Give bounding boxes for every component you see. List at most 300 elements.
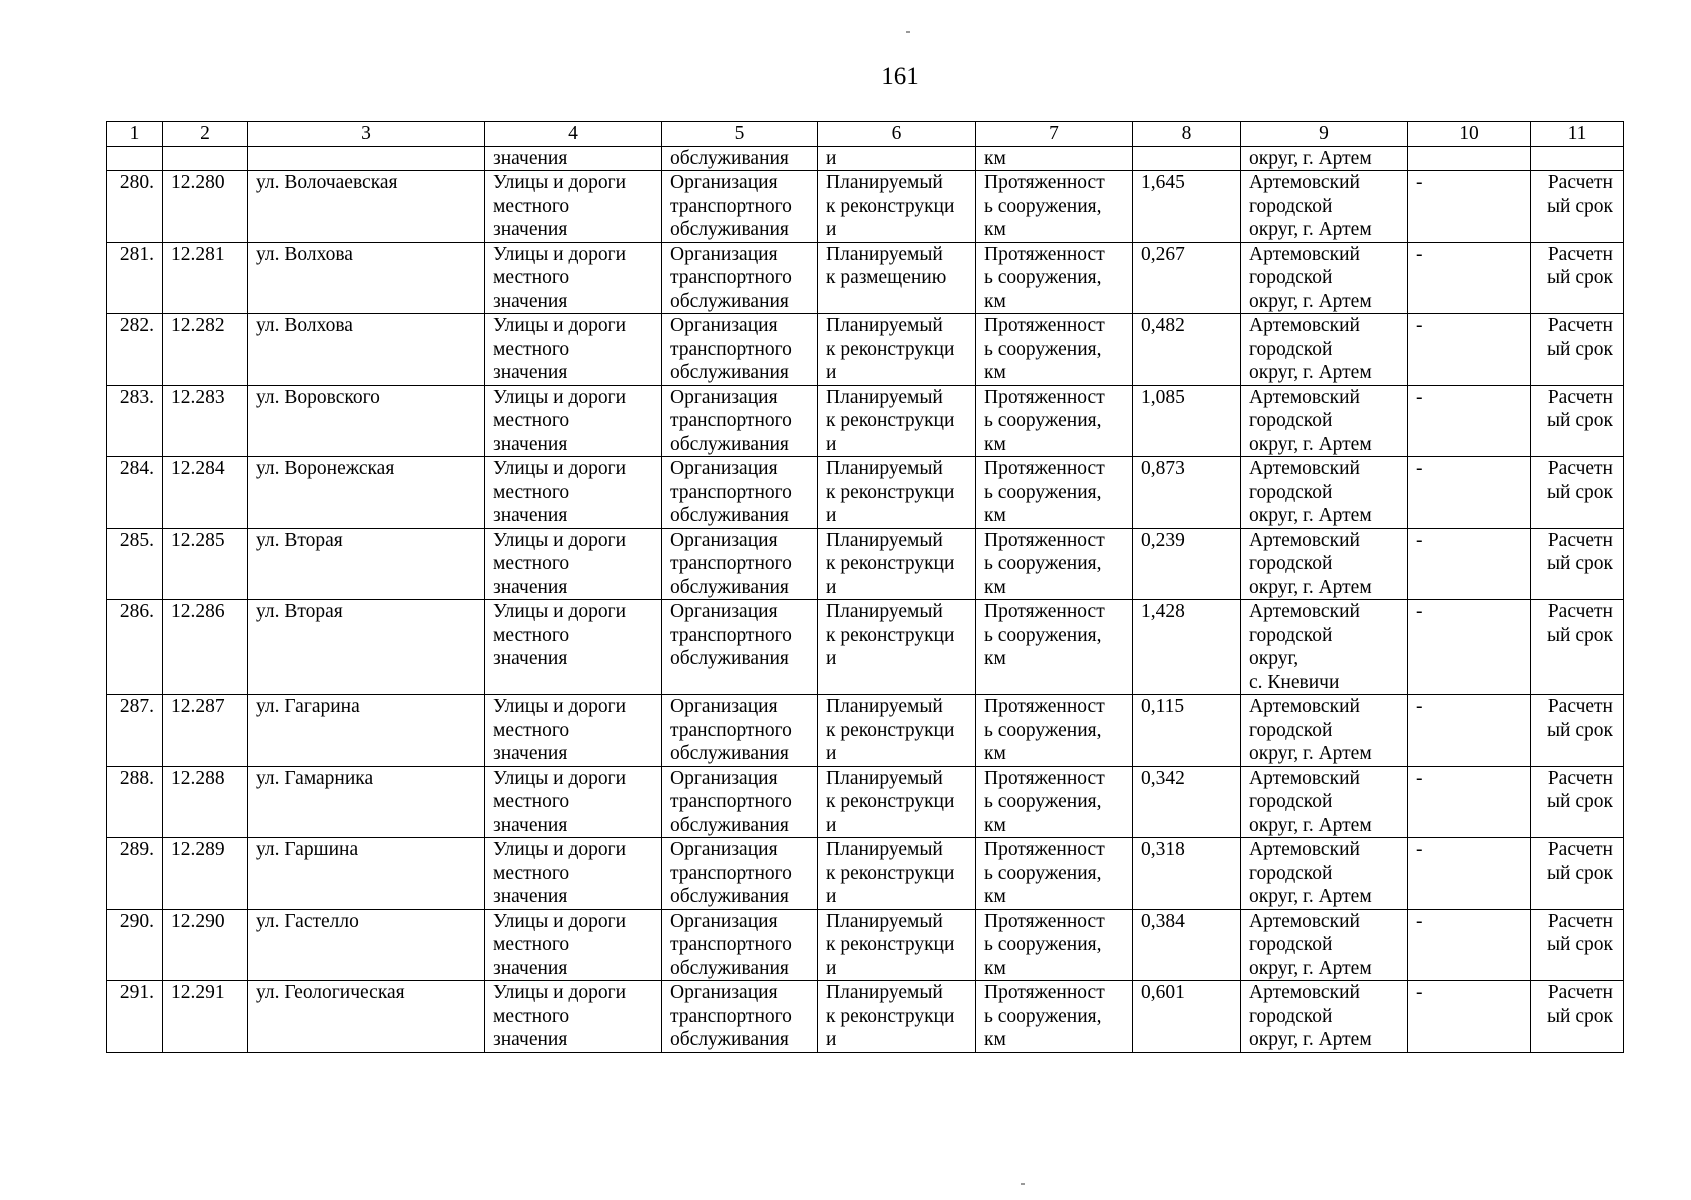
object-code-cell xyxy=(163,314,248,386)
object-location-line: округ, г. Артем xyxy=(1249,743,1372,764)
object-status-line: к реконструкци xyxy=(826,862,955,884)
object-purpose-line: Организация xyxy=(670,910,778,932)
object-location-line: Артемовский xyxy=(1249,458,1360,479)
object-location-line: Артемовский xyxy=(1249,982,1360,1003)
object-purpose-cell xyxy=(662,981,818,1053)
zone-value-line: - xyxy=(1416,839,1423,860)
object-type-line: местного xyxy=(493,481,570,503)
row-number-cell xyxy=(107,981,163,1053)
object-name-line: ул. Геологическая xyxy=(256,982,405,1003)
object-location-line: городской xyxy=(1249,553,1333,574)
object-name-line: ул. Гастелло xyxy=(256,910,359,932)
object-type-cell xyxy=(485,695,662,767)
parameter-value-line: 0,239 xyxy=(1141,529,1185,551)
parameter-value-cell xyxy=(1133,600,1241,695)
implementation-term-line: ый срок xyxy=(1546,624,1613,646)
object-name-cell xyxy=(248,314,485,386)
object-status-line: и xyxy=(826,505,837,526)
object-code-cell xyxy=(163,695,248,767)
object-status-cell xyxy=(818,838,976,910)
object-name-line: ул. Воровского xyxy=(256,386,380,408)
object-purpose-line: транспортного xyxy=(670,719,792,741)
parameter-name-cell xyxy=(976,981,1133,1053)
object-location-line: городской xyxy=(1249,719,1333,741)
parameter-value-line: 0,873 xyxy=(1141,458,1185,479)
parameter-name-cell xyxy=(976,385,1133,457)
row-number-line: 286. xyxy=(119,601,154,622)
object-name-line: ул. Волхова xyxy=(256,243,353,265)
object-location-line: городской xyxy=(1249,1005,1333,1027)
object-status-line: к реконструкци xyxy=(826,624,955,646)
object-status-line: Планируемый xyxy=(826,910,943,932)
parameter-name-line: ь сооружения, xyxy=(984,1005,1102,1027)
object-type-line: Улицы и дороги xyxy=(493,243,627,265)
implementation-term-line: Расчетн xyxy=(1547,767,1613,789)
object-purpose-line: транспортного xyxy=(670,338,792,360)
table-row xyxy=(107,981,1624,1053)
object-name-cell xyxy=(248,385,485,457)
parameter-name-line: Протяженност xyxy=(984,386,1105,408)
parameter-name-line: Протяженност xyxy=(984,243,1105,265)
object-purpose-line: Организация xyxy=(670,767,778,789)
object-name-line: ул. Волхова xyxy=(256,315,353,336)
object-name-cell xyxy=(248,457,485,529)
object-type-line: Улицы и дороги xyxy=(493,601,627,622)
object-purpose-line: транспортного xyxy=(670,553,792,574)
row-number-cell xyxy=(107,838,163,910)
object-name-cell xyxy=(248,171,485,243)
object-status-line: к реконструкци xyxy=(826,791,955,812)
row-number-cell xyxy=(107,242,163,314)
parameter-name-line: ь сооружения, xyxy=(984,553,1102,574)
object-type-line: значения xyxy=(493,290,568,312)
object-purpose-line: транспортного xyxy=(670,791,792,812)
zone-value-cell xyxy=(1408,600,1531,695)
object-purpose-line: Организация xyxy=(670,315,778,336)
object-name-line: ул. Гаршина xyxy=(256,839,359,860)
parameter-value-line: 0,267 xyxy=(1141,243,1185,265)
zone-value-line: - xyxy=(1416,767,1423,789)
parameter-name-line: ь сооружения, xyxy=(984,338,1102,360)
object-name-cell xyxy=(248,766,485,838)
object-type-cell xyxy=(485,457,662,529)
parameter-name-line: Протяженност xyxy=(984,982,1105,1003)
row-number-line: 289. xyxy=(119,839,154,860)
header-cell: 1 xyxy=(107,122,163,147)
parameter-name-line: Протяженност xyxy=(984,601,1105,622)
object-type-line: местного xyxy=(493,195,570,217)
parameter-name-line: Протяженност xyxy=(984,172,1105,193)
object-purpose-line: Организация xyxy=(670,172,778,193)
object-type-line: Улицы и дороги xyxy=(493,767,627,789)
object-status-line: Планируемый xyxy=(826,982,943,1003)
object-type-cell xyxy=(485,766,662,838)
parameter-name-line: км xyxy=(984,290,1006,312)
parameter-value-cell xyxy=(1133,766,1241,838)
table-cell xyxy=(107,147,163,171)
object-type-cell xyxy=(485,171,662,243)
table-body xyxy=(107,122,1624,1053)
object-location-line: городской xyxy=(1249,410,1333,431)
object-type-line: Улицы и дороги xyxy=(493,529,627,551)
object-location-line: округ, г. Артем xyxy=(1249,290,1372,312)
object-code-line: 12.289 xyxy=(171,839,225,860)
zone-value-cell xyxy=(1408,171,1531,243)
parameter-name-line: Протяженност xyxy=(984,696,1105,717)
object-location-line: округ, г. Артем xyxy=(1249,814,1372,836)
object-purpose-line: обслуживания xyxy=(670,743,789,764)
object-location-cell xyxy=(1241,981,1408,1053)
object-location-line: городской xyxy=(1249,791,1333,812)
object-location-line: с. Кневичи xyxy=(1249,671,1340,693)
parameter-value-line: 0,384 xyxy=(1141,910,1185,932)
object-purpose-cell xyxy=(662,695,818,767)
object-purpose-line: обслуживания xyxy=(670,576,789,598)
object-location-line: округ, г. Артем xyxy=(1249,362,1372,383)
row-number-line: 285. xyxy=(119,529,154,551)
object-purpose-line: Организация xyxy=(670,243,778,265)
parameter-name-line: ь сооружения, xyxy=(984,624,1102,646)
object-type-line: Улицы и дороги xyxy=(493,315,627,336)
object-type-line: значения xyxy=(493,576,568,598)
row-number-cell xyxy=(107,600,163,695)
implementation-term-line: Расчетн xyxy=(1547,696,1613,717)
object-code-line: 12.284 xyxy=(171,458,225,479)
parameter-name-line: ь сооружения, xyxy=(984,719,1102,741)
objects-table xyxy=(106,121,1624,1053)
object-type-cell xyxy=(485,600,662,695)
object-type-cell xyxy=(485,981,662,1053)
object-location-line: городской xyxy=(1249,862,1333,884)
object-name-cell xyxy=(248,838,485,910)
object-type-line: Улицы и дороги xyxy=(493,458,627,479)
header-cell: 4 xyxy=(485,122,662,147)
implementation-term-cell xyxy=(1531,766,1624,838)
object-location-line: Артемовский xyxy=(1249,529,1360,551)
object-purpose-cell xyxy=(662,528,818,600)
zone-value-cell xyxy=(1408,909,1531,981)
object-type-line: местного xyxy=(493,553,570,574)
implementation-term-line: Расчетн xyxy=(1547,601,1613,622)
object-location-line: Артемовский xyxy=(1249,601,1360,622)
zone-value-line: - xyxy=(1416,529,1423,551)
parameter-name-line: Протяженност xyxy=(984,839,1105,860)
row-number-cell xyxy=(107,314,163,386)
header-cell: 2 xyxy=(163,122,248,147)
parameter-name-cell xyxy=(976,242,1133,314)
object-purpose-line: Организация xyxy=(670,458,778,479)
object-type-line: местного xyxy=(493,934,570,955)
table-row xyxy=(107,838,1624,910)
object-code-cell xyxy=(163,242,248,314)
object-type-line: Улицы и дороги xyxy=(493,386,627,408)
parameter-value-cell xyxy=(1133,695,1241,767)
zone-value-line: - xyxy=(1416,243,1423,265)
header-cell: 7 xyxy=(976,122,1133,147)
object-type-line: значения xyxy=(493,814,568,836)
parameter-name-line: км xyxy=(984,1029,1006,1050)
object-purpose-line: обслуживания xyxy=(670,1029,789,1050)
object-type-line: местного xyxy=(493,338,570,360)
object-location-line: городской xyxy=(1249,934,1333,955)
table-cell: значения xyxy=(485,147,662,171)
object-type-line: значения xyxy=(493,886,568,907)
object-location-line: Артемовский xyxy=(1249,767,1360,789)
implementation-term-line: Расчетн xyxy=(1547,982,1613,1003)
object-status-cell xyxy=(818,385,976,457)
implementation-term-line: Расчетн xyxy=(1547,839,1613,860)
object-location-line: Артемовский xyxy=(1249,243,1360,265)
parameter-name-line: Протяженност xyxy=(984,767,1105,789)
object-location-line: городской xyxy=(1249,481,1333,503)
object-purpose-line: Организация xyxy=(670,601,778,622)
object-purpose-cell xyxy=(662,838,818,910)
zone-value-cell xyxy=(1408,528,1531,600)
object-status-line: к реконструкци xyxy=(826,410,955,431)
parameter-name-cell xyxy=(976,171,1133,243)
object-status-line: и xyxy=(826,957,837,979)
zone-value-cell xyxy=(1408,766,1531,838)
parameter-value-line: 0,601 xyxy=(1141,982,1185,1003)
object-location-cell xyxy=(1241,385,1408,457)
table-row xyxy=(107,766,1624,838)
table-row xyxy=(107,528,1624,600)
object-purpose-line: обслуживания xyxy=(670,433,789,455)
object-name-line: ул. Волочаевская xyxy=(256,172,398,193)
parameter-name-cell xyxy=(976,695,1133,767)
parameter-name-cell xyxy=(976,457,1133,529)
parameter-value-cell xyxy=(1133,909,1241,981)
parameter-value-line: 0,318 xyxy=(1141,839,1185,860)
object-location-cell xyxy=(1241,242,1408,314)
zone-value-cell xyxy=(1408,457,1531,529)
implementation-term-line: Расчетн xyxy=(1547,529,1613,551)
parameter-name-line: км xyxy=(984,648,1006,669)
row-number-cell xyxy=(107,457,163,529)
zone-value-line: - xyxy=(1416,910,1423,932)
implementation-term-line: ый срок xyxy=(1546,195,1613,217)
implementation-term-line: Расчетн xyxy=(1547,458,1613,479)
object-purpose-line: обслуживания xyxy=(670,648,789,669)
object-code-line: 12.283 xyxy=(171,386,225,408)
object-location-cell xyxy=(1241,695,1408,767)
zone-value-cell xyxy=(1408,981,1531,1053)
object-location-line: округ, г. Артем xyxy=(1249,505,1372,526)
implementation-term-cell xyxy=(1531,385,1624,457)
object-purpose-line: обслуживания xyxy=(670,957,789,979)
parameter-value-line: 0,342 xyxy=(1141,767,1185,789)
zone-value-line: - xyxy=(1416,601,1423,622)
parameter-name-line: ь сооружения, xyxy=(984,267,1102,288)
object-purpose-cell xyxy=(662,766,818,838)
object-name-cell xyxy=(248,528,485,600)
parameter-name-line: ь сооружения, xyxy=(984,481,1102,503)
row-number-cell xyxy=(107,695,163,767)
parameter-name-line: км xyxy=(984,433,1006,455)
object-status-cell xyxy=(818,457,976,529)
object-status-line: и xyxy=(826,648,837,669)
object-type-line: местного xyxy=(493,267,570,288)
object-status-line: к реконструкци xyxy=(826,1005,955,1027)
object-purpose-line: Организация xyxy=(670,839,778,860)
object-purpose-cell xyxy=(662,909,818,981)
object-status-line: к размещению xyxy=(826,267,947,288)
object-name-line: ул. Воронежская xyxy=(256,458,395,479)
implementation-term-line: Расчетн xyxy=(1547,910,1613,932)
object-status-line: и xyxy=(826,743,837,764)
object-location-cell xyxy=(1241,314,1408,386)
object-code-cell xyxy=(163,600,248,695)
scan-mark xyxy=(906,31,910,33)
parameter-value-line: 1,085 xyxy=(1141,386,1185,408)
parameter-name-line: км xyxy=(984,219,1006,240)
object-code-line: 12.285 xyxy=(171,529,225,551)
object-purpose-line: транспортного xyxy=(670,410,792,431)
zone-value-line: - xyxy=(1416,315,1423,336)
implementation-term-cell xyxy=(1531,600,1624,695)
object-status-line: Планируемый xyxy=(826,767,943,789)
object-purpose-line: Организация xyxy=(670,386,778,408)
object-purpose-line: обслуживания xyxy=(670,219,789,240)
parameter-name-cell xyxy=(976,314,1133,386)
object-type-line: значения xyxy=(493,362,568,383)
object-name-cell xyxy=(248,242,485,314)
object-code-line: 12.287 xyxy=(171,696,225,717)
object-type-cell xyxy=(485,528,662,600)
object-name-line: ул. Вторая xyxy=(256,529,343,551)
zone-value-cell xyxy=(1408,314,1531,386)
parameter-value-cell xyxy=(1133,528,1241,600)
object-location-line: округ, г. Артем xyxy=(1249,1029,1372,1050)
object-code-line: 12.288 xyxy=(171,767,225,789)
object-location-cell xyxy=(1241,528,1408,600)
object-location-cell xyxy=(1241,838,1408,910)
page-number: 161 xyxy=(881,63,919,90)
object-code-cell xyxy=(163,909,248,981)
implementation-term-line: ый срок xyxy=(1546,338,1613,360)
object-type-line: значения xyxy=(493,433,568,455)
parameter-value-line: 1,645 xyxy=(1141,172,1185,193)
table-row xyxy=(107,695,1624,767)
object-status-line: и xyxy=(826,814,837,836)
row-number-line: 290. xyxy=(119,910,154,932)
header-cell: 8 xyxy=(1133,122,1241,147)
zone-value-cell xyxy=(1408,695,1531,767)
header-cell: 10 xyxy=(1408,122,1531,147)
table-cell: км xyxy=(976,147,1133,171)
object-purpose-cell xyxy=(662,242,818,314)
object-purpose-cell xyxy=(662,171,818,243)
table-cell xyxy=(1531,147,1624,171)
parameter-value-line: 0,482 xyxy=(1141,315,1185,336)
object-purpose-cell xyxy=(662,385,818,457)
zone-value-cell xyxy=(1408,838,1531,910)
object-type-line: Улицы и дороги xyxy=(493,696,627,717)
object-status-line: и xyxy=(826,433,837,455)
object-purpose-line: Организация xyxy=(670,982,778,1003)
implementation-term-cell xyxy=(1531,171,1624,243)
object-name-cell xyxy=(248,981,485,1053)
object-status-cell xyxy=(818,600,976,695)
implementation-term-line: ый срок xyxy=(1546,410,1613,431)
object-type-cell xyxy=(485,909,662,981)
object-location-line: Артемовский xyxy=(1249,839,1360,860)
table-row xyxy=(107,909,1624,981)
object-code-line: 12.291 xyxy=(171,982,225,1003)
object-type-cell xyxy=(485,838,662,910)
parameter-value-cell xyxy=(1133,385,1241,457)
object-status-cell xyxy=(818,766,976,838)
object-location-line: Артемовский xyxy=(1249,315,1360,336)
parameter-name-line: Протяженност xyxy=(984,458,1105,479)
object-status-cell xyxy=(818,981,976,1053)
implementation-term-cell xyxy=(1531,838,1624,910)
object-status-line: Планируемый xyxy=(826,696,943,717)
parameter-name-cell xyxy=(976,600,1133,695)
implementation-term-cell xyxy=(1531,457,1624,529)
object-status-line: Планируемый xyxy=(826,529,943,551)
object-purpose-line: транспортного xyxy=(670,195,792,217)
zone-value-line: - xyxy=(1416,696,1423,717)
object-purpose-line: транспортного xyxy=(670,934,792,955)
object-status-cell xyxy=(818,171,976,243)
parameter-name-line: км xyxy=(984,743,1006,764)
table-cell xyxy=(1408,147,1531,171)
parameter-name-line: ь сооружения, xyxy=(984,862,1102,884)
parameter-value-cell xyxy=(1133,314,1241,386)
object-code-line: 12.282 xyxy=(171,315,225,336)
implementation-term-cell xyxy=(1531,242,1624,314)
parameter-value-cell xyxy=(1133,981,1241,1053)
row-number-cell xyxy=(107,385,163,457)
row-number-line: 288. xyxy=(119,767,154,789)
header-cell: 9 xyxy=(1241,122,1408,147)
object-location-line: Артемовский xyxy=(1249,172,1360,193)
parameter-value-cell xyxy=(1133,457,1241,529)
header-cell: 6 xyxy=(818,122,976,147)
parameter-name-line: км xyxy=(984,362,1006,383)
object-type-line: Улицы и дороги xyxy=(493,172,627,193)
object-type-cell xyxy=(485,242,662,314)
implementation-term-line: ый срок xyxy=(1546,791,1613,812)
row-number-line: 287. xyxy=(119,696,154,717)
object-status-line: к реконструкци xyxy=(826,553,955,574)
object-code-line: 12.286 xyxy=(171,601,225,622)
object-location-line: городской xyxy=(1249,338,1333,360)
parameter-name-line: км xyxy=(984,814,1006,836)
table-cell xyxy=(248,147,485,171)
implementation-term-line: Расчетн xyxy=(1547,315,1613,336)
object-status-cell xyxy=(818,314,976,386)
object-name-cell xyxy=(248,600,485,695)
table-row xyxy=(107,457,1624,529)
row-number-line: 280. xyxy=(119,172,154,193)
object-purpose-line: обслуживания xyxy=(670,362,789,383)
object-location-cell xyxy=(1241,766,1408,838)
parameter-value-line: 0,115 xyxy=(1141,696,1185,717)
object-code-cell xyxy=(163,981,248,1053)
object-status-line: к реконструкци xyxy=(826,719,955,741)
parameter-value-cell xyxy=(1133,838,1241,910)
parameter-name-line: Протяженност xyxy=(984,529,1105,551)
table-cell xyxy=(1133,147,1241,171)
row-number-cell xyxy=(107,909,163,981)
object-status-line: Планируемый xyxy=(826,601,943,622)
table-row xyxy=(107,314,1624,386)
object-purpose-line: Организация xyxy=(670,529,778,551)
object-purpose-line: транспортного xyxy=(670,267,792,288)
implementation-term-line: Расчетн xyxy=(1547,172,1613,193)
